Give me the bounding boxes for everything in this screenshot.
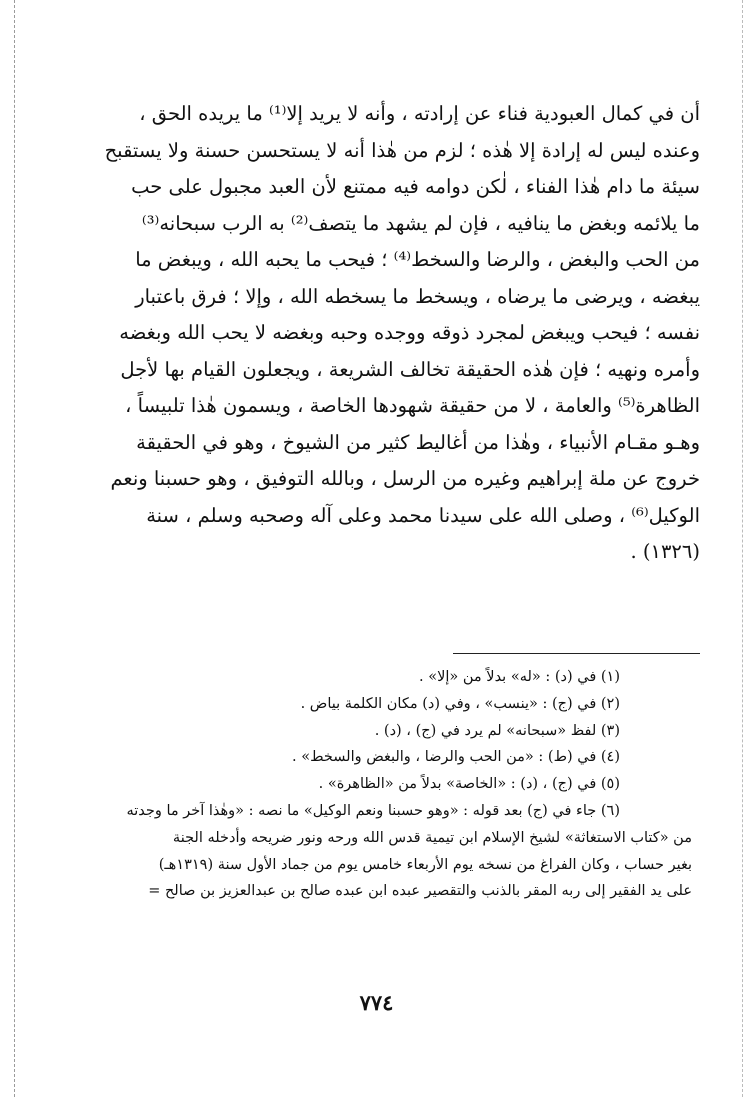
text-line: أن في كمال العبودية فناء عن إرادته ، وأنه لا يريد إلا⁽¹⁾ ما يريده الحق ، <box>139 102 700 125</box>
text-line: من الحب والبغض ، والرضا والسخط⁽⁴⁾ ؛ فيحب ما يحبه الله ، ويبغض ما <box>135 248 700 271</box>
text-line: وعنده ليس له إرادة إلا هٰذه ؛ لزم من هٰذا أنه لا يستحسن حسنة ولا يستقبح <box>104 138 700 162</box>
text-line: وهـو مقـام الأنبياء ، وهٰذا من أغاليط كثير من الشيوخ ، وهو في الحقيقة <box>136 430 700 454</box>
text-line: (١٣٢٦) . <box>630 540 700 563</box>
text-line: الظاهرة⁽⁵⁾ والعامة ، لا من حقيقة شهودها الخاصة ، ويسمون هٰذا تلبيساً ، <box>125 394 700 417</box>
footnotes <box>70 664 700 905</box>
scan-edge-right <box>742 0 743 1097</box>
footnote-6-continued: بغير حساب ، وكان الفراغ من نسخه يوم الأربعاء خامس يوم من جماد الأول سنة (١٣١٩هـ) <box>158 856 692 873</box>
footnote-6-continued: من «كتاب الاستغاثة» لشيخ الإسلام ابن تيمية قدس الله ورحه ونور ضريحه وأدخله الجنة <box>172 829 692 846</box>
text-line: ما يلائمه وبغض ما ينافيه ، فإن لم يشهد ما يتصف⁽²⁾ به الرب سبحانه⁽³⁾ <box>141 211 700 235</box>
footnote-6-continued: على يد الفقير إلى ربه المقر بالذنب والتقصير عبده ابن عبده صالح بن عبدالعزيز بن صالح = <box>148 883 692 900</box>
text-line: سيئة ما دام هٰذا الفناء ، لٰكن دوامه فيه ممتنع لأن العبد مجبول على حب <box>131 175 700 198</box>
footnote-3: (٣) لفظ «سبحانه» لم يرد في (ج) ، (د) . <box>374 722 620 739</box>
footnote-1: (١) في (د) : «له» بدلاً من «إلا» . <box>419 669 620 685</box>
footnote-separator <box>453 653 700 654</box>
text-line: نفسه ؛ فيحب ويبغض لمجرد ذوقه ووجده وحبه وبغضه لا يحب الله وبغضه <box>119 321 700 344</box>
footnote-5: (٥) في (ج) ، (د) : «الخاصة» بدلاً من «الظاهرة» . <box>318 776 620 793</box>
page-number: ٧٧٤ <box>359 990 394 1015</box>
footnote-6: (٦) جاء في (ج) بعد قوله : «وهو حسبنا ونعم الوكيل» ما نصه : «وهٰذا آخر ما وجدته <box>126 802 620 819</box>
footnote-2: (٢) في (ج) : «ينسب» ، وفي (د) مكان الكلمة بياض . <box>300 695 620 712</box>
footnote-4: (٤) في (ط) : «من الحب والرضا ، والبغض والسخط» . <box>292 749 620 766</box>
scan-edge-left <box>14 0 15 1097</box>
text-line: خروج عن ملة إبراهيم وغيره من الرسل ، وبالله التوفيق ، وهو حسبنا ونعم <box>110 467 700 490</box>
text-line: وأمره ونهيه ؛ فإن هٰذه الحقيقة تخالف الشريعة ، ويجعلون القيام بها لأجل <box>120 357 700 381</box>
text-line: الوكيل⁽⁶⁾ ، وصلى الله على سيدنا محمد وعلى آله وصحبه وسلم ، سنة <box>146 503 700 527</box>
main-text <box>78 96 700 571</box>
text-line: يبغضه ، ويرضى ما يرضاه ، ويسخط ما يسخطه الله ، وإلا ؛ فرق باعتبار <box>135 284 700 308</box>
